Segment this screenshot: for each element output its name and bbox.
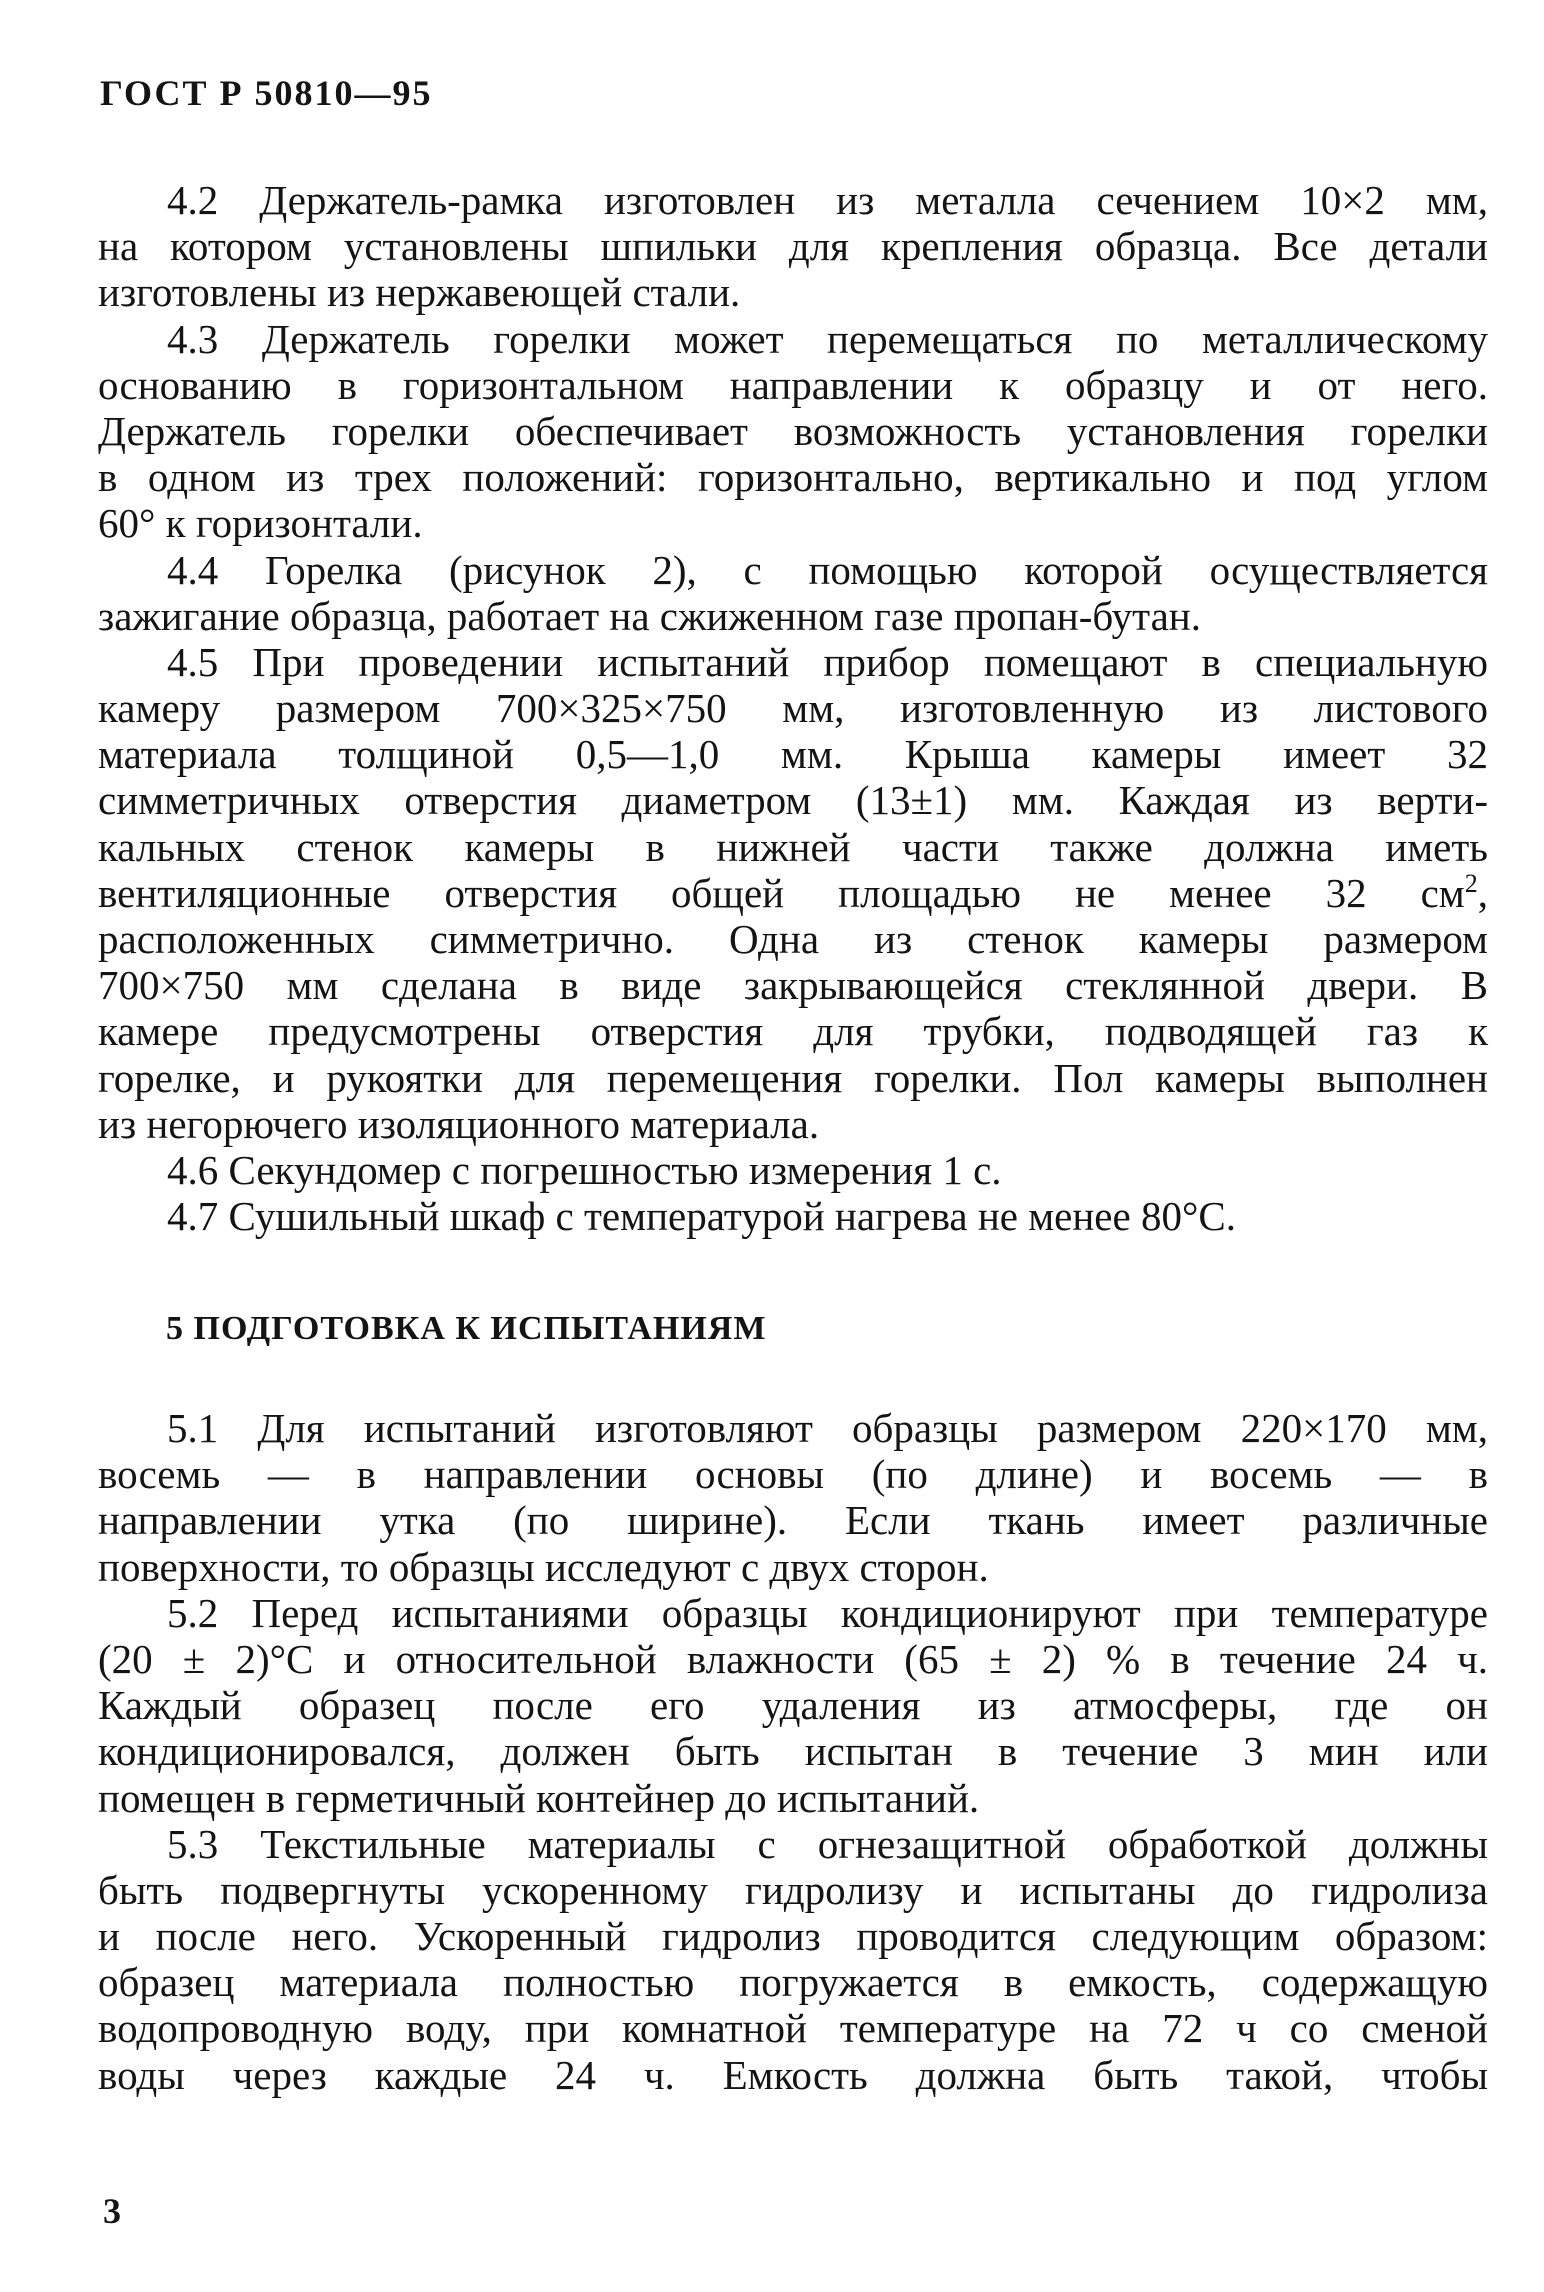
superscript: 2 — [1464, 868, 1478, 898]
text-line: кальных стенок камеры в нижней части также должна иметь — [98, 823, 1488, 870]
text-line: горелке, и рукоятки для перемещения горелки. Пол камеры выполнен — [98, 1054, 1488, 1101]
section-heading: 5 ПОДГОТОВКА К ИСПЫТАНИЯМ — [166, 1310, 767, 1347]
text-fragment: вентиляционные отверстия общей площадью не менее 32 см — [98, 869, 1465, 916]
text-line: основанию в горизонтальном направлении к образцу и от него. — [98, 361, 1488, 408]
text-line: 4.3 Держатель горелки может перемещаться по металлическому — [167, 315, 1488, 362]
document-header: ГОСТ Р 50810—95 — [100, 73, 433, 113]
text-line: восемь — в направлении основы (по длине) и восемь — в — [98, 1451, 1488, 1498]
text-line: 4.7 Сушильный шкаф с температурой нагрева не менее 80°С. — [167, 1193, 1236, 1240]
text-line: 5.2 Перед испытаниями образцы кондиционируют при температуре — [167, 1589, 1488, 1636]
section-4-text-part1 — [98, 177, 1488, 916]
text-line: кондиционировался, должен быть испытан в течение 3 мин или — [98, 1728, 1488, 1775]
text-line: 4.6 Секундомер с погрешностью измерения 1 с. — [167, 1146, 1002, 1193]
text-line: образец материала полностью погружается в емкость, содержащую — [98, 1959, 1488, 2006]
page-number: 3 — [103, 2191, 121, 2231]
text-line: 4.5 При проведении испытаний прибор помещают в специальную — [167, 638, 1488, 685]
text-line: Держатель горелки обеспечивает возможность установления горелки — [98, 407, 1488, 454]
text-line: материала толщиной 0,5—1,0 мм. Крыша камеры имеет 32 — [98, 731, 1488, 778]
text-line: камеру размером 700×325×750 мм, изготовленную из листового — [98, 685, 1488, 732]
text-line: направлении утка (по ширине). Если ткань имеет различные — [98, 1497, 1488, 1544]
text-line: Каждый образец после его удаления из атмосферы, где он — [98, 1682, 1488, 1729]
text-fragment: , — [1477, 869, 1488, 916]
section-5-text — [98, 1405, 1488, 2098]
text-line: помещен в герметичный контейнер до испытаний. — [98, 1774, 980, 1821]
text-line: камере предусмотрены отверстия для трубки, подводящей газ к — [98, 1008, 1488, 1055]
text-line: расположенных симметрично. Одна из стенок камеры размером — [98, 916, 1488, 962]
text-line: 60° к горизонтали. — [98, 500, 423, 547]
text-line: воды через каждые 24 ч. Емкость должна быть такой, чтобы — [98, 2051, 1488, 2098]
text-line: зажигание образца, работает на сжиженном газе пропан-бутан. — [98, 592, 1201, 639]
text-line: изготовлены из нержавеющей стали. — [98, 269, 741, 316]
text-line: водопроводную воду, при комнатной температуре на 72 ч со сменой — [98, 2005, 1488, 2052]
text-line: (20 ± 2)°С и относительной влажности (65 ± 2) % в течение 24 ч. — [98, 1635, 1488, 1682]
section-4-text-part2 — [98, 916, 1488, 1239]
text-line: 4.4 Горелка (рисунок 2), с помощью которой осуществляется — [167, 546, 1488, 593]
text-line-with-superscript — [98, 870, 1488, 916]
text-line: 700×750 мм сделана в виде закрывающейся стеклянной двери. В — [98, 962, 1488, 1009]
text-line: 5.1 Для испытаний изготовляют образцы размером 220×170 мм, — [167, 1405, 1488, 1451]
text-line: на котором установлены шпильки для крепления образца. Все детали — [98, 223, 1488, 270]
text-line: в одном из трех положений: горизонтально, вертикально и под углом — [98, 454, 1488, 501]
text-line: быть подвергнуты ускоренному гидролизу и испытаны до гидролиза — [98, 1866, 1488, 1913]
text-line: поверхности, то образцы исследуют с двух сторон. — [98, 1543, 989, 1590]
text-line: 4.2 Держатель-рамка изготовлен из металла сечением 10×2 мм, — [167, 177, 1488, 223]
text-line: и после него. Ускоренный гидролиз проводится следующим образом: — [98, 1913, 1488, 1960]
text-line: симметричных отверстия диаметром (13±1) мм. Каждая из верти- — [98, 777, 1488, 824]
text-line: из негорючего изоляционного материала. — [98, 1100, 820, 1147]
text-line: 5.3 Текстильные материалы с огнезащитной обработкой должны — [167, 1820, 1488, 1867]
